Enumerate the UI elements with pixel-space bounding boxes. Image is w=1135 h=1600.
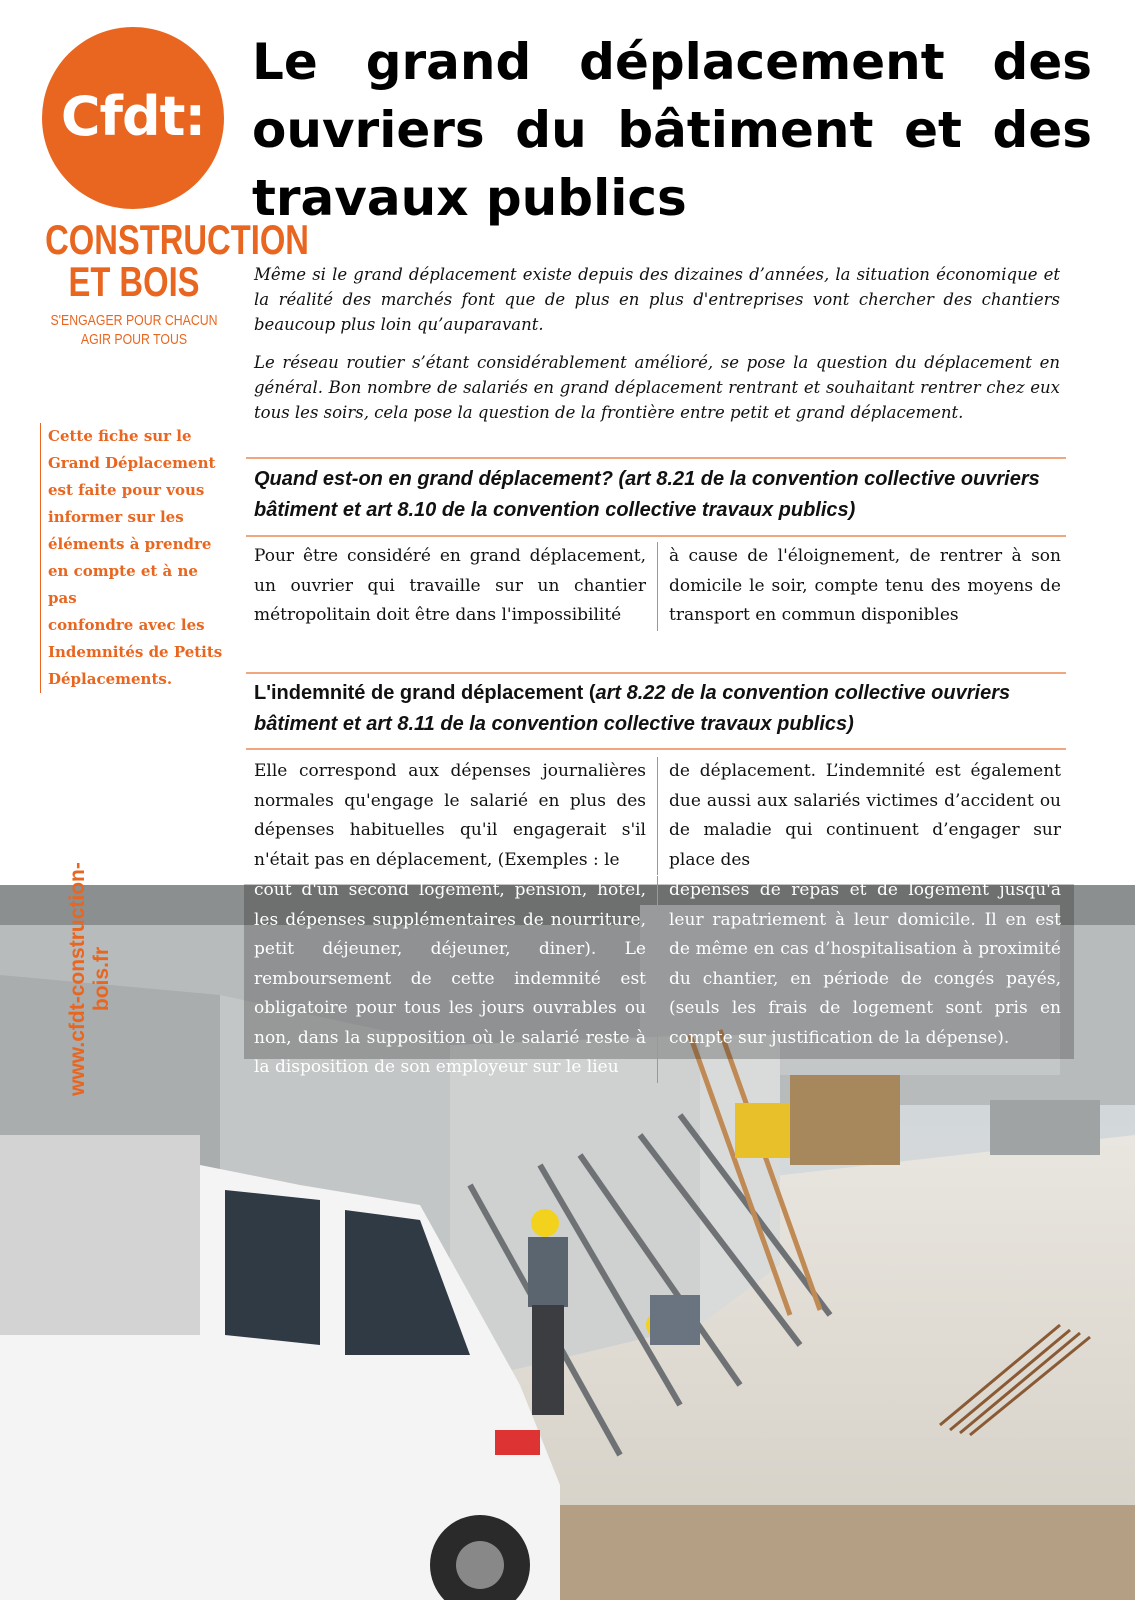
section2-title-italic: art 8.22 de la convention collective ouvriers bâtiment et art 8.11 de la convention collective travaux publics) [254,682,1011,735]
section2-col-left-bottom: coût d'un second logement, pension, hôtel, les dépenses supplémentaires de nourriture, petit déjeuner, déjeuner, diner). Le remboursement de cette indemnité est obligatoire pour tous les jours ouvrables ou non, dans la supposition où le salarié reste à la disposition de son employeur sur le lieu [254,876,658,1083]
org-name-line1: CONSTRUCTION [45,216,309,263]
section2-title [254,678,1064,740]
section1-title: Quand est-on en grand déplacement? (art 8.21 de la convention collective ouvriers bâtiment et art 8.10 de la convention collective travaux publics) [254,468,1040,521]
section-rule [246,535,1066,537]
section2-columns-bottom [254,876,1062,1083]
tagline-line2: AGIR POUR TOUS [80,331,188,348]
section1-columns [254,542,1062,631]
website-link[interactable]: www.cfdt-construction-bois.fr [66,862,113,1096]
section2-col-right-top: de déplacement. L’indemnité est également due aussi aux salariés victimes d’accident ou de maladie qui continuent d’engager sur place des [669,761,1061,870]
section2-title-plain: L'indemnité de grand déplacement ( [254,682,596,704]
org-name-line2: ET BOIS [68,258,200,305]
logo-text: Cfdt: [60,85,206,148]
intro-paragraph-2: Le réseau routier s’étant considérablement amélioré, se pose la question du déplacement en général. Bon nombre de salariés en grand déplacement rentrant et souhaitant rentrer chez eux tous les soirs, cela pose la question de la frontière entre petit et grand déplacement. [254,353,1060,422]
intro-paragraph-1: Même si le grand déplacement existe depuis des dizaines d’années, la situation économique et la réalité des marchés font que de plus en plus d'entreprises vont chercher des chantiers beaucoup plus loin qu’auparavant. [254,265,1060,334]
section2-col-left-top: Elle correspond aux dépenses journalières normales qu'engage le salarié en plus des dépenses habituelles qu'il engagerait s'il n'était pas en déplacement, (Exemples : le [254,757,658,875]
section-rule [246,748,1066,750]
cfdt-logo [42,27,224,209]
page-title: Le grand déplacement des ouvriers du bâtiment et des travaux publics [252,33,1092,227]
section-rule [246,457,1066,459]
sidebar-note: Cette fiche sur le Grand Déplacement est faite pour vous informer sur les éléments à prendre en compte et à ne pas confondre avec les Indemnités de Petits Déplacements. [40,423,228,693]
tagline-line1: S'ENGAGER POUR CHACUN [50,312,218,329]
section1-col-left: Pour être considéré en grand déplacement, un ouvrier qui travaille sur un chantier métropolitain doit être dans l'impossibilité [254,542,658,631]
section2-columns-top [254,757,1062,875]
section1-col-right: à cause de l'éloignement, de rentrer à son domicile le soir, compte tenu des moyens de transport en commun disponibles [669,546,1061,625]
section2-col-right-bottom: dépenses de repas et de logement jusqu'à leur rapatriement à leur domicile. Il en est de même en cas d’hospitalisation à proximité du chantier, en période de congés payés, (seuls les frais de logement sont pris en compte sur justification de la dépense). [669,880,1061,1048]
section-rule [246,672,1066,674]
